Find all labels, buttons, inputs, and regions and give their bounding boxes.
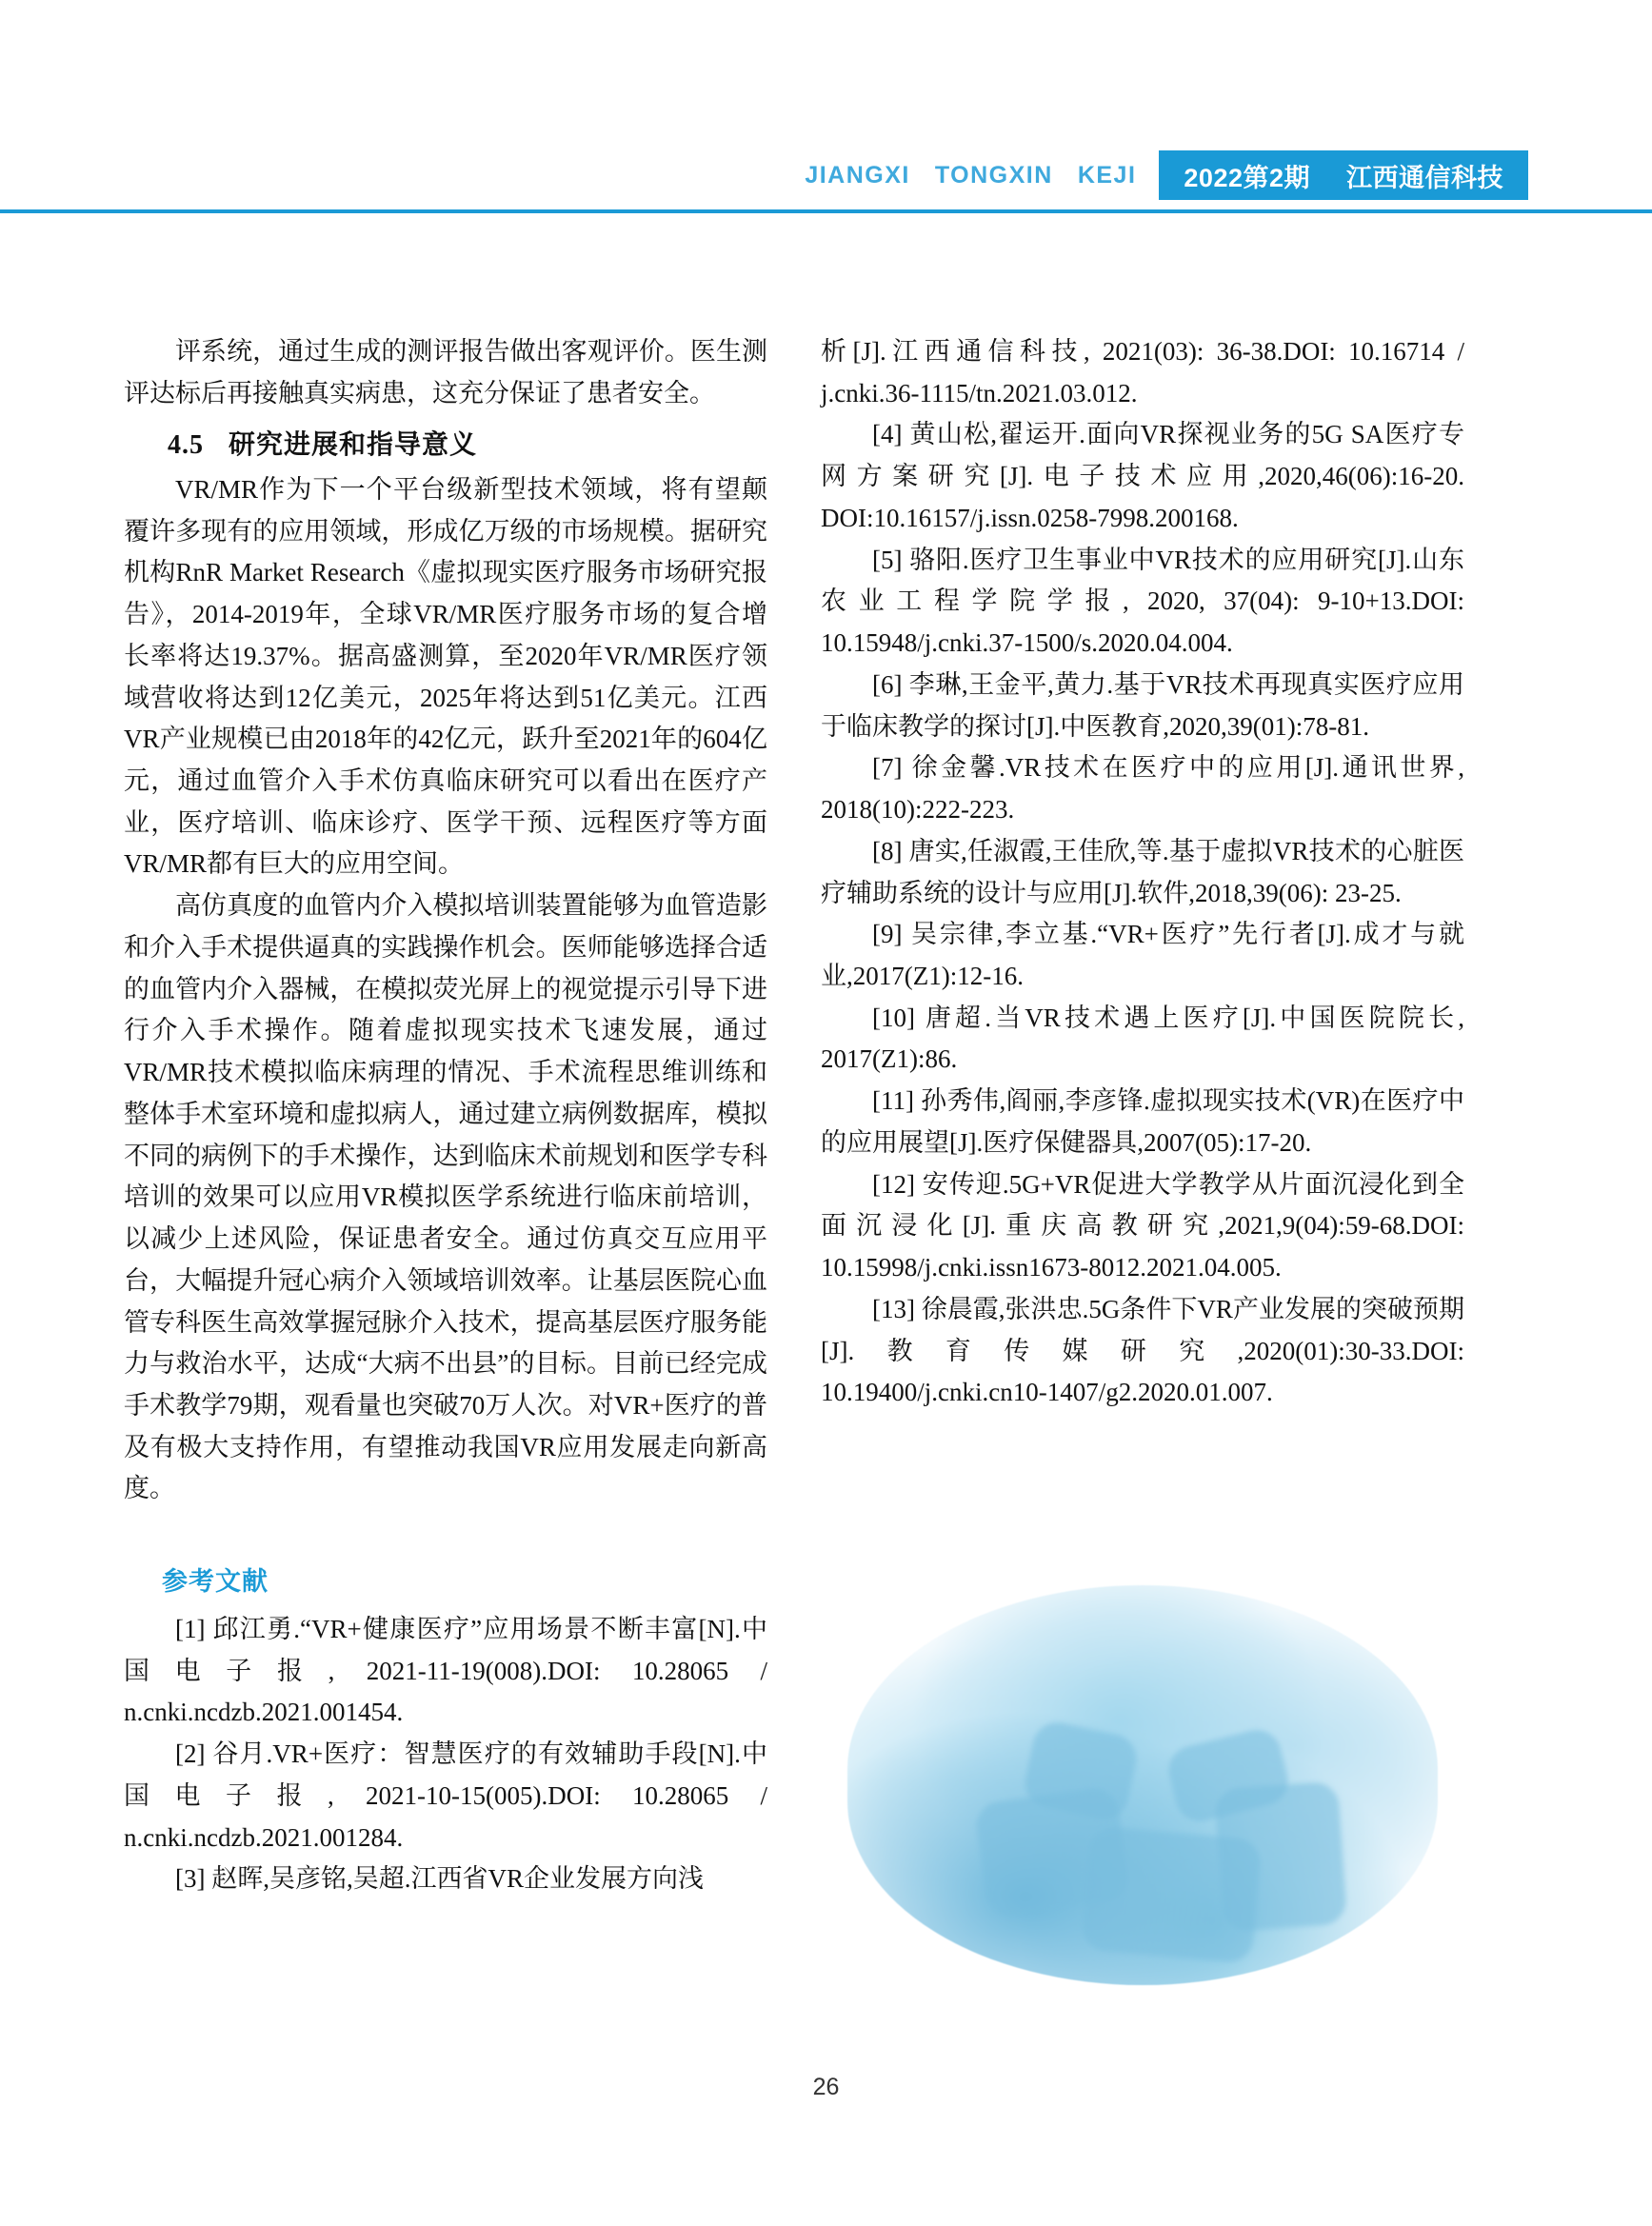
reference-item: [6] 李琳,王金平,黄力.基于VR技术再现真实医疗应用于临床教学的探讨[J].中医教育,2020,39(01):78-81. [821, 669, 1464, 741]
reference-item: [7] 徐金馨.VR技术在医疗中的应用[J].通讯世界, 2018(10):222-223. [821, 753, 1464, 825]
references-heading: 参考文献 [162, 1567, 269, 1597]
left-column [124, 331, 767, 1900]
reference-item: [13] 徐晨霞,张洪忠.5G条件下VR产业发展的突破预期[J].教育传媒研究,2020(01):30-33.DOI: 10.19400/j.cnki.cn10-1407/g2.2020.01.007. [821, 1294, 1464, 1407]
reference-item: [11] 孙秀伟,阎丽,李彦锋.虚拟现实技术(VR)在医疗中的应用展望[J].医疗保健器具,2007(05):17-20. [821, 1086, 1464, 1157]
reference-item: [3] 赵晖,吴彦铭,吴超.江西省VR企业发展方向浅 [175, 1864, 704, 1894]
reference-item: [9] 吴宗律,李立基.“VR+医疗”先行者[J].成才与就业,2017(Z1):12-16. [821, 920, 1464, 991]
page-header [0, 0, 1652, 209]
reference-item: [12] 安传迎.5G+VR促进大学教学从片面沉浸化到全面沉浸化[J].重庆高教研究,2021,9(04):59-68.DOI: 10.15998/j.cnki.issn1673-8012.2021.04.005. [821, 1169, 1464, 1282]
section-number: 4.5 [168, 430, 204, 461]
header-banner [805, 150, 1528, 200]
header-divider [0, 209, 1652, 213]
reference-item: [2] 谷月.VR+医疗：智慧医疗的有效辅助手段[N].中国电子报, 2021-10-15(005).DOI: 10.28065 / n.cnki.ncdzb.2021.001284. [124, 1739, 767, 1852]
paragraph-body-1: VR/MR作为下一个平台级新型技术领域，将有望颠覆许多现有的应用领域，形成亿万级的市场规模。据研究机构RnR Market Research《虚拟现实医疗服务市场研究报告》，2014-2019年，全球VR/MR医疗服务市场的复合增长率将达19.37%。据高盛测算，至2020年VR/MR医疗领域营收将达到12亿美元，2025年将达到51亿美元。江西VR产业规模已由2018年的42亿元，跃升至2021年的604亿元，通过血管介入手术仿真临床研究可以看出在医疗产业，医疗培训、临床诊疗、医学干预、远程医疗等方面VR/MR都有巨大的应用空间。 [124, 474, 767, 879]
header-pinyin-word-1: JIANGXI [805, 161, 910, 189]
illustration-shape [1214, 1781, 1347, 1933]
reference-item: [5] 骆阳.医疗卫生事业中VR技术的应用研究[J].山东农业工程学院学报, 2020, 37(04): 9-10+13.DOI: 10.15948/j.cnki.37-1500/s.2020.04.004. [821, 545, 1464, 658]
right-column [821, 331, 1464, 1414]
header-issue-label: 2022第2期 [1184, 163, 1310, 192]
illustration-shapes [971, 1728, 1371, 1966]
section-title: 研究进展和指导意义 [229, 430, 478, 461]
header-pinyin-word-3: KEJI [1077, 161, 1137, 189]
section-heading [124, 424, 767, 467]
decorative-illustration [821, 1576, 1464, 2002]
paragraph-body-2: 高仿真度的血管内介入模拟培训装置能够为血管造影和介入手术提供逼真的实践操作机会。医师能够选择合适的血管内介入器械，在模拟荧光屏上的视觉提示引导下进行介入手术操作。随着虚拟现实技术飞速发展，通过VR/MR技术模拟临床病理的情况、手术流程思维训练和整体手术室环境和虚拟病人，通过建立病例数据库，模拟不同的病例下的手术操作，达到临床术前规划和医学专科培训的效果可以应用VR模拟医学系统进行临床前培训，以减少上述风险，保证患者安全。通过仿真交互应用平台，大幅提升冠心病介入领域培训效率。让基层医院心血管专科医生高效掌握冠脉介入技术，提高基层医疗服务能力与救治水平，达成“大病不出县”的目标。目前已经完成手术教学79期，观看量也突破70万人次。对VR+医疗的普及有极大支持作用，有望推动我国VR应用发展走向新高度。 [124, 891, 767, 1503]
page-number: 26 [812, 2074, 840, 2100]
paragraph-continuation: 评系统，通过生成的测评报告做出客观评价。医生测评达标后再接触真实病患，这充分保证了患者安全。 [124, 337, 767, 407]
header-issue-badge [1159, 150, 1528, 200]
reference-item: [10] 唐超.当VR技术遇上医疗[J].中国医院院长, 2017(Z1):86. [821, 1003, 1464, 1074]
reference-item-continuation: 析[J].江西通信科技, 2021(03): 36-38.DOI: 10.16714 / j.cnki.36-1115/tn.2021.03.012. [821, 337, 1464, 407]
header-journal-name: 江西通信科技 [1346, 163, 1503, 192]
reference-item: [1] 邱江勇.“VR+健康医疗”应用场景不断丰富[N].中国电子报, 2021-11-19(008).DOI: 10.28065 / n.cnki.ncdzb.2021.001454. [124, 1614, 767, 1727]
header-pinyin-word-2: TONGXIN [934, 161, 1053, 189]
reference-item: [8] 唐实,任淑霞,王佳欣,等.基于虚拟VR技术的心脏医疗辅助系统的设计与应用[J].软件,2018,39(06): 23-25. [821, 836, 1464, 907]
reference-item: [4] 黄山松,翟运开.面向VR探视业务的5G SA医疗专网方案研究[J].电子技术应用,2020,46(06):16-20. DOI:10.16157/j.issn.0258-7998.200168. [821, 420, 1464, 532]
illustration-image [847, 1585, 1438, 1985]
header-pinyin-title [805, 150, 1159, 200]
